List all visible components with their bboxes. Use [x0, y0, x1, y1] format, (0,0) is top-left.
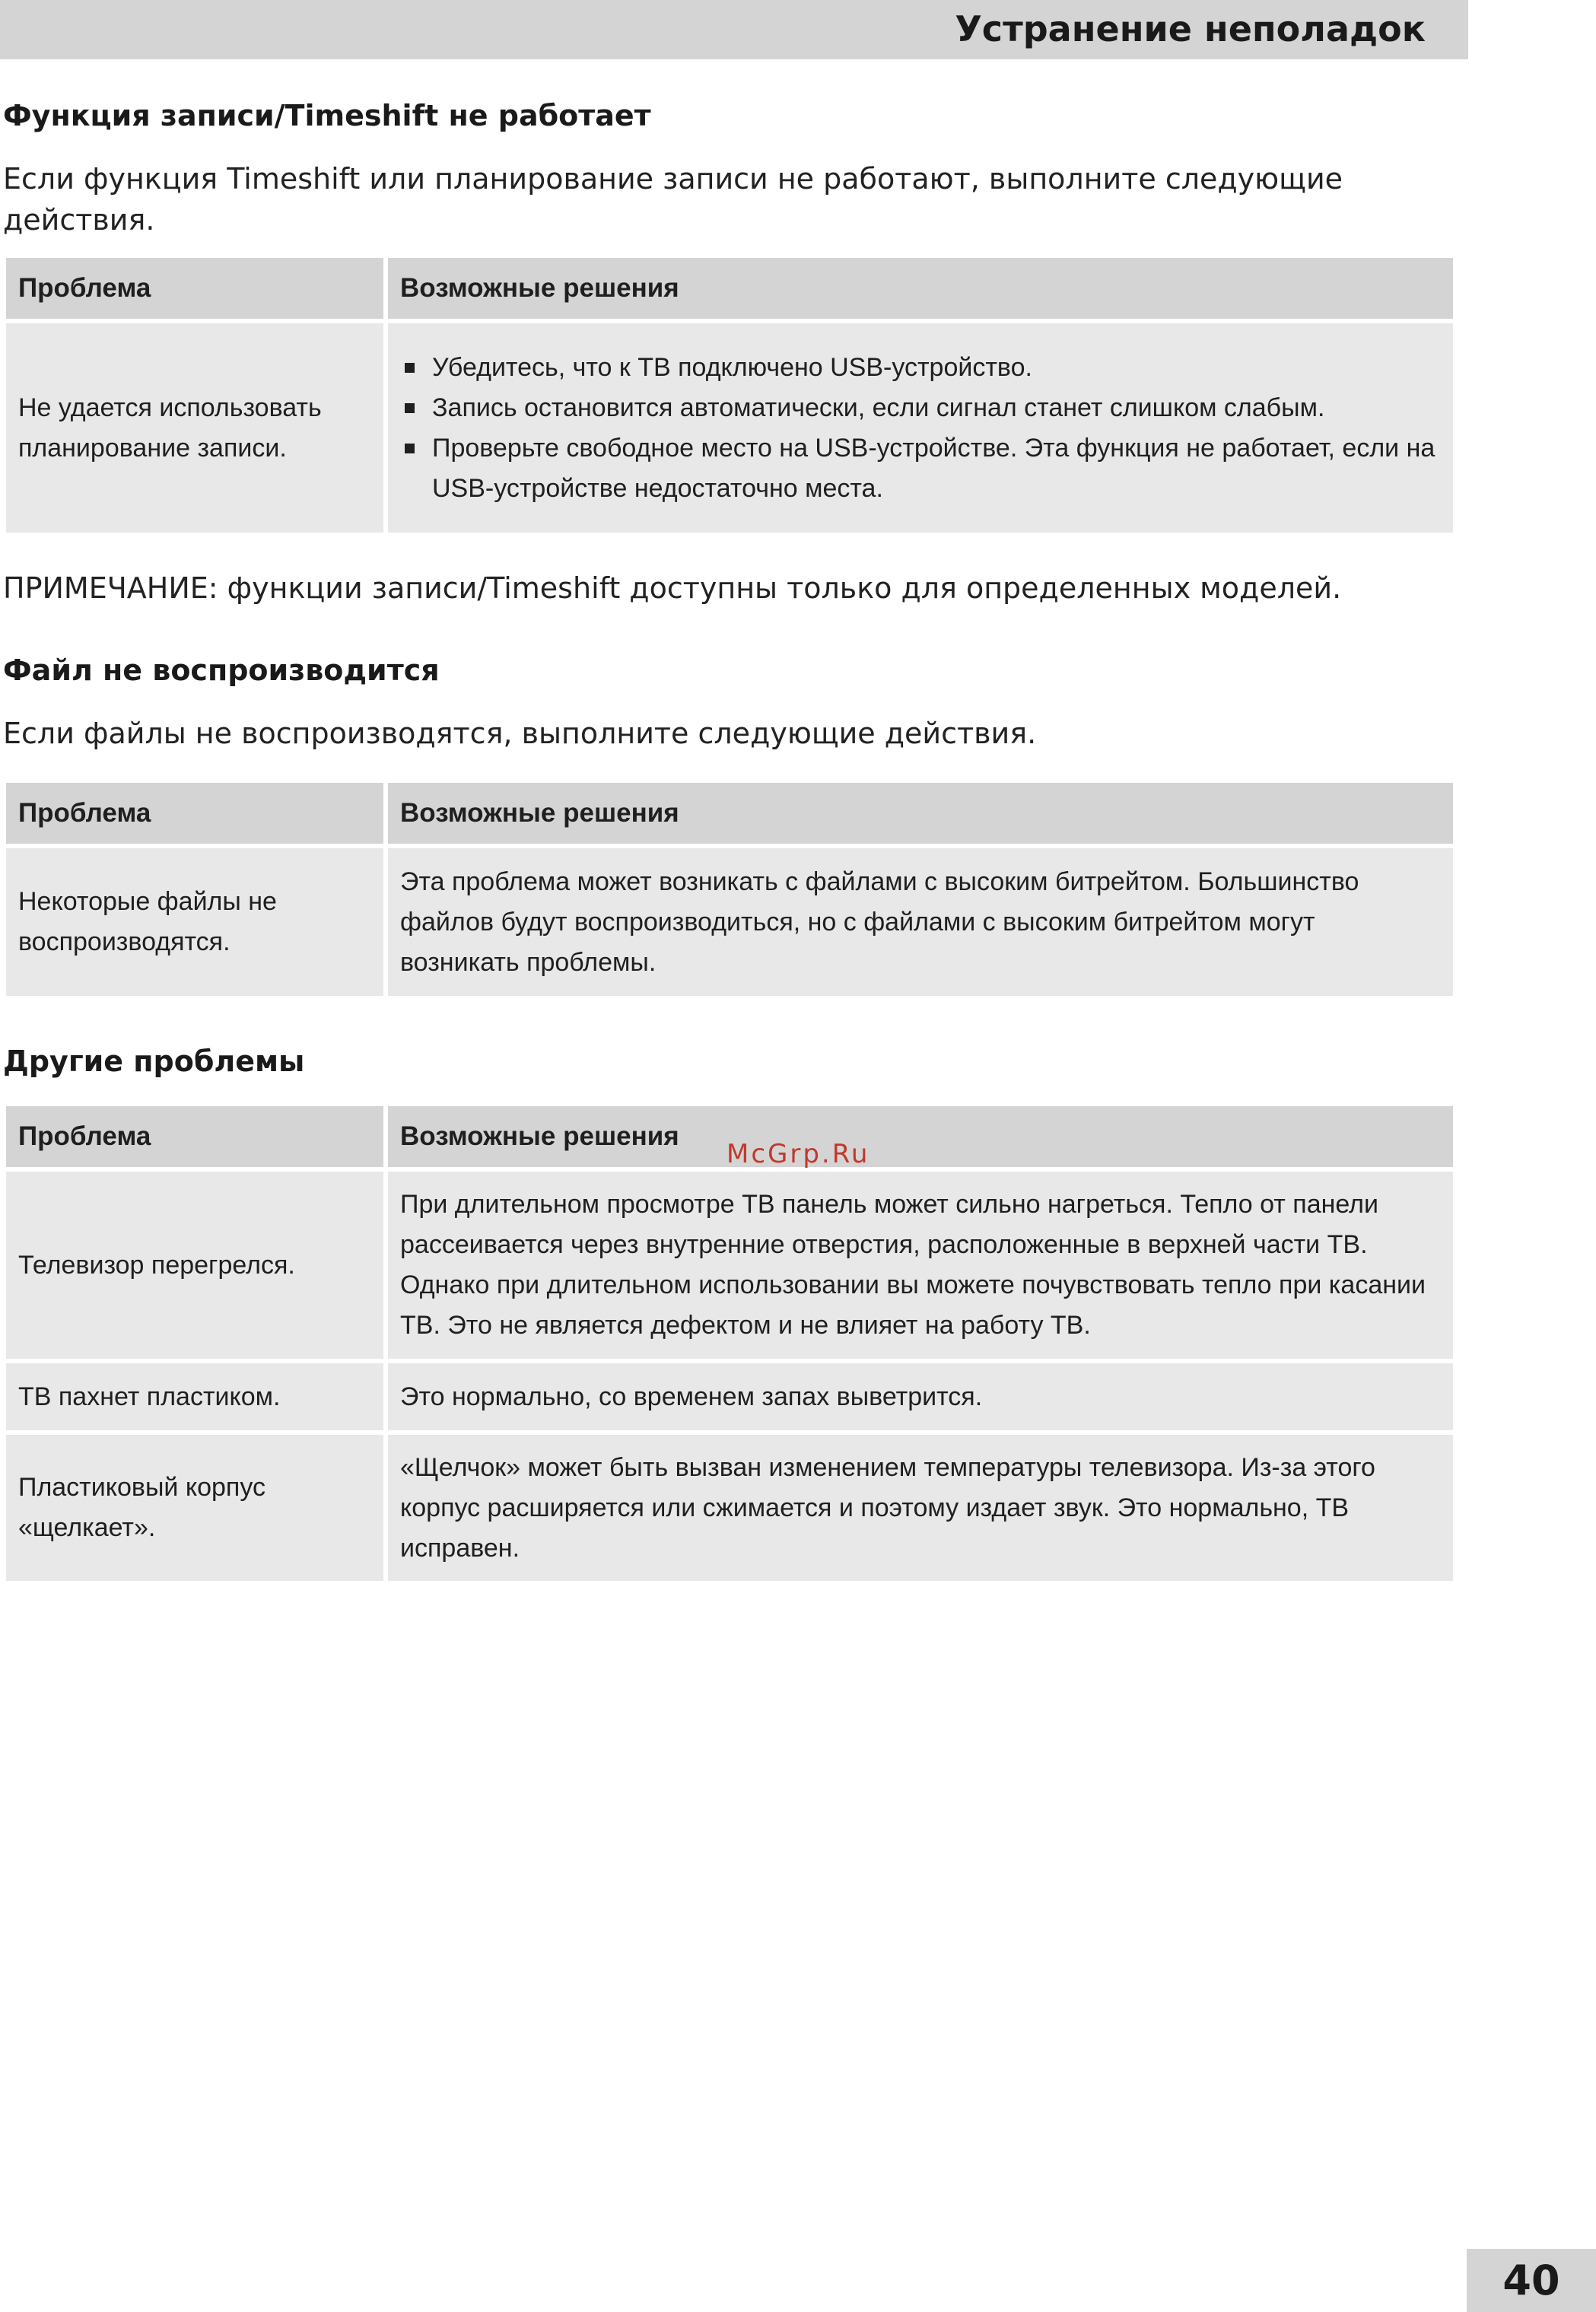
column-header-problem: Проблема	[18, 1121, 151, 1151]
table-other	[2, 1102, 1458, 1585]
solution-cell: При длительном просмотре ТВ панель может сильно нагреться. Тепло от панели рассеивается через внутренние отверстия, расположенные в верхней части ТВ. Однако при длительном использовании вы можете почувствовать тепло при касании ТВ. Это не является дефектом и не влияет на работу ТВ.	[388, 1172, 1453, 1359]
page-header-title: Устранение неполадок	[955, 8, 1426, 49]
problem-cell: Телевизор перегрелся.	[6, 1172, 383, 1359]
table-row	[6, 1172, 1453, 1359]
column-header-solutions: Возможные решения	[400, 273, 679, 303]
table-header-row	[6, 258, 1453, 319]
solution-cell: «Щелчок» может быть вызван изменением температуры телевизора. Из-за этого корпус расширяется или сжимается и поэтому издает звук. Это нормально, ТВ исправен.	[388, 1435, 1453, 1581]
page-number-box	[1467, 2249, 1596, 2312]
section-intro-playback: Если файлы не воспроизводятся, выполните следующие действия.	[3, 717, 1037, 750]
list-item: Запись остановится автоматически, если сигнал станет слишком слабым.	[400, 388, 1441, 428]
column-header-problem: Проблема	[18, 798, 151, 828]
solution-cell: Это нормально, со временем запах выветрится.	[388, 1363, 1453, 1430]
problem-cell: Пластиковый корпус «щелкает».	[6, 1435, 383, 1581]
section-heading-recording: Функция записи/Timeshift не работает	[3, 99, 651, 132]
page-header-bar	[0, 0, 1468, 59]
recording-note: ПРИМЕЧАНИЕ: функции записи/Timeshift доступны только для определенных моделей.	[3, 571, 1342, 605]
solutions-list	[400, 348, 1441, 509]
table-row	[6, 323, 1453, 533]
problem-cell: Не удается использовать планирование записи.	[6, 323, 383, 533]
column-header-solutions: Возможные решения	[400, 1121, 679, 1151]
page-number: 40	[1502, 2256, 1560, 2304]
watermark-text: McGrp.Ru	[726, 1139, 870, 1169]
solution-cell: Эта проблема может возникать с файлами с высоким битрейтом. Большинство файлов будут воспроизводиться, но с файлами с высоким битрейтом могут возникать проблемы.	[388, 848, 1453, 996]
section-intro-recording: Если функция Timeshift или планирование записи не работают, выполните следующие действия.	[3, 162, 1343, 237]
solutions-cell	[388, 323, 1453, 533]
section-heading-other: Другие проблемы	[3, 1045, 305, 1078]
column-header-solutions: Возможные решения	[400, 798, 679, 828]
table-header-row	[6, 783, 1453, 844]
table-row	[6, 848, 1453, 996]
table-recording	[2, 253, 1458, 537]
list-item: Убедитесь, что к ТВ подключено USB-устройство.	[400, 348, 1441, 388]
column-header-problem: Проблема	[18, 273, 151, 303]
table-row	[6, 1363, 1453, 1430]
list-item: Проверьте свободное место на USB-устройстве. Эта функция не работает, если на USB-устройстве недостаточно места.	[400, 428, 1441, 509]
table-row	[6, 1435, 1453, 1581]
problem-cell: ТВ пахнет пластиком.	[6, 1363, 383, 1430]
table-playback	[2, 778, 1458, 1000]
problem-cell: Некоторые файлы не воспроизводятся.	[6, 848, 383, 996]
section-heading-playback: Файл не воспроизводится	[3, 654, 440, 687]
